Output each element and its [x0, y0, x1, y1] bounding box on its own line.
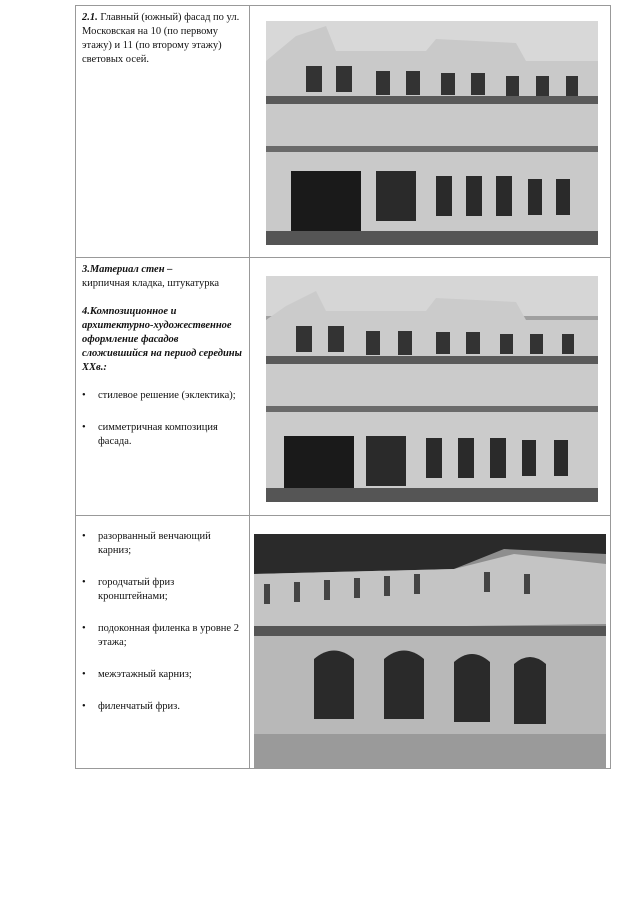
list-item: • разорванный венчающий карниз;	[82, 530, 246, 558]
material-label: 3.Материал стен –	[82, 264, 173, 275]
table-row	[76, 6, 610, 258]
bullet-list	[82, 530, 246, 714]
table-row	[76, 258, 610, 516]
list-item: • симметричная композиция фасада.	[82, 421, 244, 449]
facade-description	[82, 11, 242, 67]
section-number: 2.1.	[82, 12, 98, 23]
list-item: • подоконная филенка в уровне 2 этажа;	[82, 622, 246, 650]
section-text: Главный (южный) фасад по ул. Московская на 10 (по первому этажу) и 11 (по второму этажу) световых осей.	[82, 12, 240, 65]
list-item: • межэтажный карниз;	[82, 668, 246, 682]
building-facade-photo	[266, 21, 598, 245]
features-list	[82, 530, 246, 732]
composition-label: 4.Композиционное и архитектурно-художественное оформление фасадов сложившийся на период середины XXв.:	[82, 306, 242, 373]
building-facade-photo	[266, 276, 598, 502]
list-item: • стилевое решение (эклектика);	[82, 389, 244, 403]
material-description	[82, 263, 244, 467]
list-item: • филенчатый фриз.	[82, 700, 246, 714]
bullet-list	[82, 389, 244, 449]
building-detail-photo	[254, 534, 606, 768]
document-table	[75, 5, 611, 769]
material-value: кирпичная кладка, штукатурка	[82, 278, 220, 289]
list-item: • городчатый фриз кронштейнами;	[82, 576, 246, 604]
table-row	[76, 516, 610, 768]
